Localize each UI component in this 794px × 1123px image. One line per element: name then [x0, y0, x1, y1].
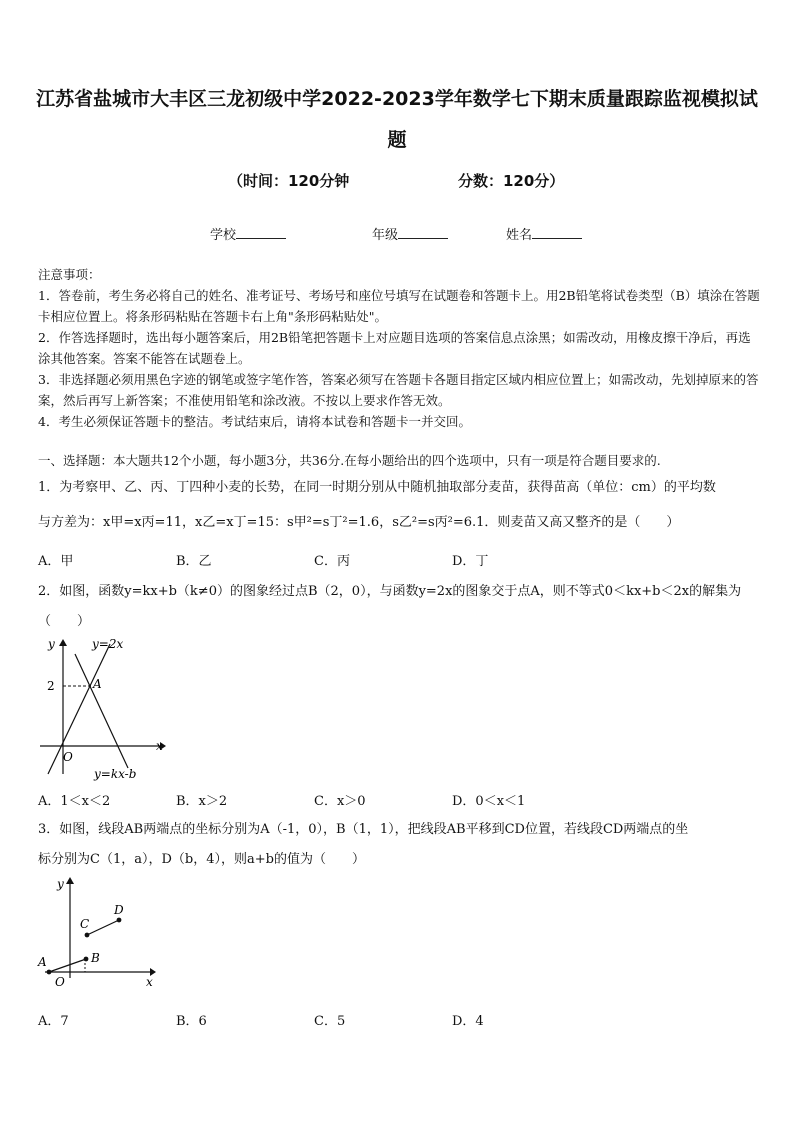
- notes-heading: 注意事项：: [38, 267, 101, 282]
- page-title-line1: 江苏省盐城市大丰区三龙初级中学2022-2023学年数学七下期末质量跟踪监视模拟试: [36, 88, 758, 110]
- option-c[interactable]: C．5: [314, 1014, 346, 1029]
- label-ykxb: y=kx-b: [94, 767, 137, 781]
- option-b[interactable]: B．乙: [176, 554, 212, 569]
- label-2: 2: [47, 679, 55, 693]
- question-3-figure: [30, 872, 170, 992]
- option-a[interactable]: A．7: [38, 1014, 69, 1029]
- line-y-kx-b: [75, 654, 128, 768]
- label-x: x: [146, 975, 153, 989]
- point-d: [117, 918, 122, 923]
- school-label: 学校: [210, 228, 237, 243]
- segment-ab: [49, 959, 86, 972]
- name-field[interactable]: [506, 224, 582, 243]
- option-d[interactable]: D．4: [452, 1014, 484, 1029]
- label-y2x: y=2x: [92, 637, 124, 651]
- note-item: 3．非选择题必须用黑色字迹的钢笔或签字笔作答，答案必须写在答题卡各题目指定区域内相应位置上；如需改动，先划掉原来的答案，然后再写上新答案；不准使用铅笔和涂改液。不按以上要求作答无效。: [38, 372, 759, 408]
- option-a[interactable]: A．甲: [38, 554, 74, 569]
- option-d[interactable]: D．丁: [452, 554, 489, 569]
- option-a[interactable]: A．1＜x＜2: [38, 794, 111, 809]
- option-b[interactable]: B．6: [176, 1014, 207, 1029]
- label-y: y: [48, 637, 55, 651]
- question-2-figure: [30, 632, 180, 784]
- note-item: 2．作答选择题时，选出每小题答案后，用2B铅笔把答题卡上对应题目选项的答案信息点涂黑；如需改动，用橡皮擦干净后，再选涂其他答案。答案不能答在试题卷上。: [38, 330, 751, 366]
- option-c[interactable]: C．x＞0: [314, 794, 366, 809]
- option-d[interactable]: D．0＜x＜1: [452, 794, 526, 809]
- name-label: 姓名: [506, 228, 533, 243]
- option-c[interactable]: C．丙: [314, 554, 350, 569]
- label-x: x: [156, 739, 163, 753]
- page-title-line2: 题: [387, 129, 407, 151]
- label-d: D: [114, 903, 124, 917]
- segment-cd: [87, 920, 119, 935]
- y-axis-arrow: [66, 877, 74, 884]
- label-c: C: [80, 917, 90, 931]
- time-limit: （时间：120分钟: [228, 172, 350, 190]
- exam-notes: [38, 264, 760, 432]
- label-a: A: [93, 677, 102, 691]
- label-a: A: [38, 955, 47, 969]
- question-3-line2: 标分别为C（1，a），D（b，4），则a+b的值为（ ）: [38, 852, 365, 867]
- question-2-line1: 2．如图，函数y=kx+b（k≠0）的图象经过点B（2，0），与函数y=2x的图象交于点A，则不等式0＜kx+b＜2x的解集为: [38, 584, 742, 599]
- question-2-line2: （ ）: [38, 614, 91, 629]
- point-a: [47, 970, 52, 975]
- note-item: 1．答卷前，考生务必将自己的姓名、准考证号、考场号和座位号填写在试题卷和答题卡上。用2B铅笔将试卷类型（B）填涂在答题卡相应位置上。将条形码粘贴在答题卡右上角"条形码粘贴处"。: [38, 288, 760, 324]
- school-field[interactable]: [210, 224, 286, 243]
- grade-field[interactable]: [372, 224, 448, 243]
- note-item: 4．考生必须保证答题卡的整洁。考试结束后，请将本试卷和答题卡一并交回。: [38, 414, 471, 429]
- option-b[interactable]: B．x＞2: [176, 794, 228, 809]
- point-b: [84, 957, 89, 962]
- grade-label: 年级: [372, 228, 399, 243]
- total-score: 分数：120分）: [458, 172, 565, 190]
- section-heading: 一、选择题：本大题共12个小题，每小题3分，共36分.在每小题给出的四个选项中，只有一项是符合题目要求的.: [38, 453, 661, 468]
- label-origin: O: [55, 975, 65, 989]
- label-y: y: [57, 877, 64, 891]
- label-b: B: [91, 951, 100, 965]
- question-3-line1: 3．如图，线段AB两端点的坐标分别为A（-1，0），B（1，1），把线段AB平移到CD位置，若线段CD两端点的坐: [38, 822, 689, 837]
- question-1-line2: 与方差为：x甲=x丙=11，x乙=x丁=15：s甲²=s丁²=1.6，s乙²=s丙²=6.1．则麦苗又高又整齐的是（ ）: [38, 515, 680, 530]
- label-origin: O: [63, 750, 73, 764]
- question-1-line1: 1．为考察甲、乙、丙、丁四种小麦的长势，在同一时期分别从中随机抽取部分麦苗，获得苗高（单位：cm）的平均数: [38, 480, 716, 495]
- y-axis-arrow: [59, 639, 67, 646]
- point-c: [85, 933, 90, 938]
